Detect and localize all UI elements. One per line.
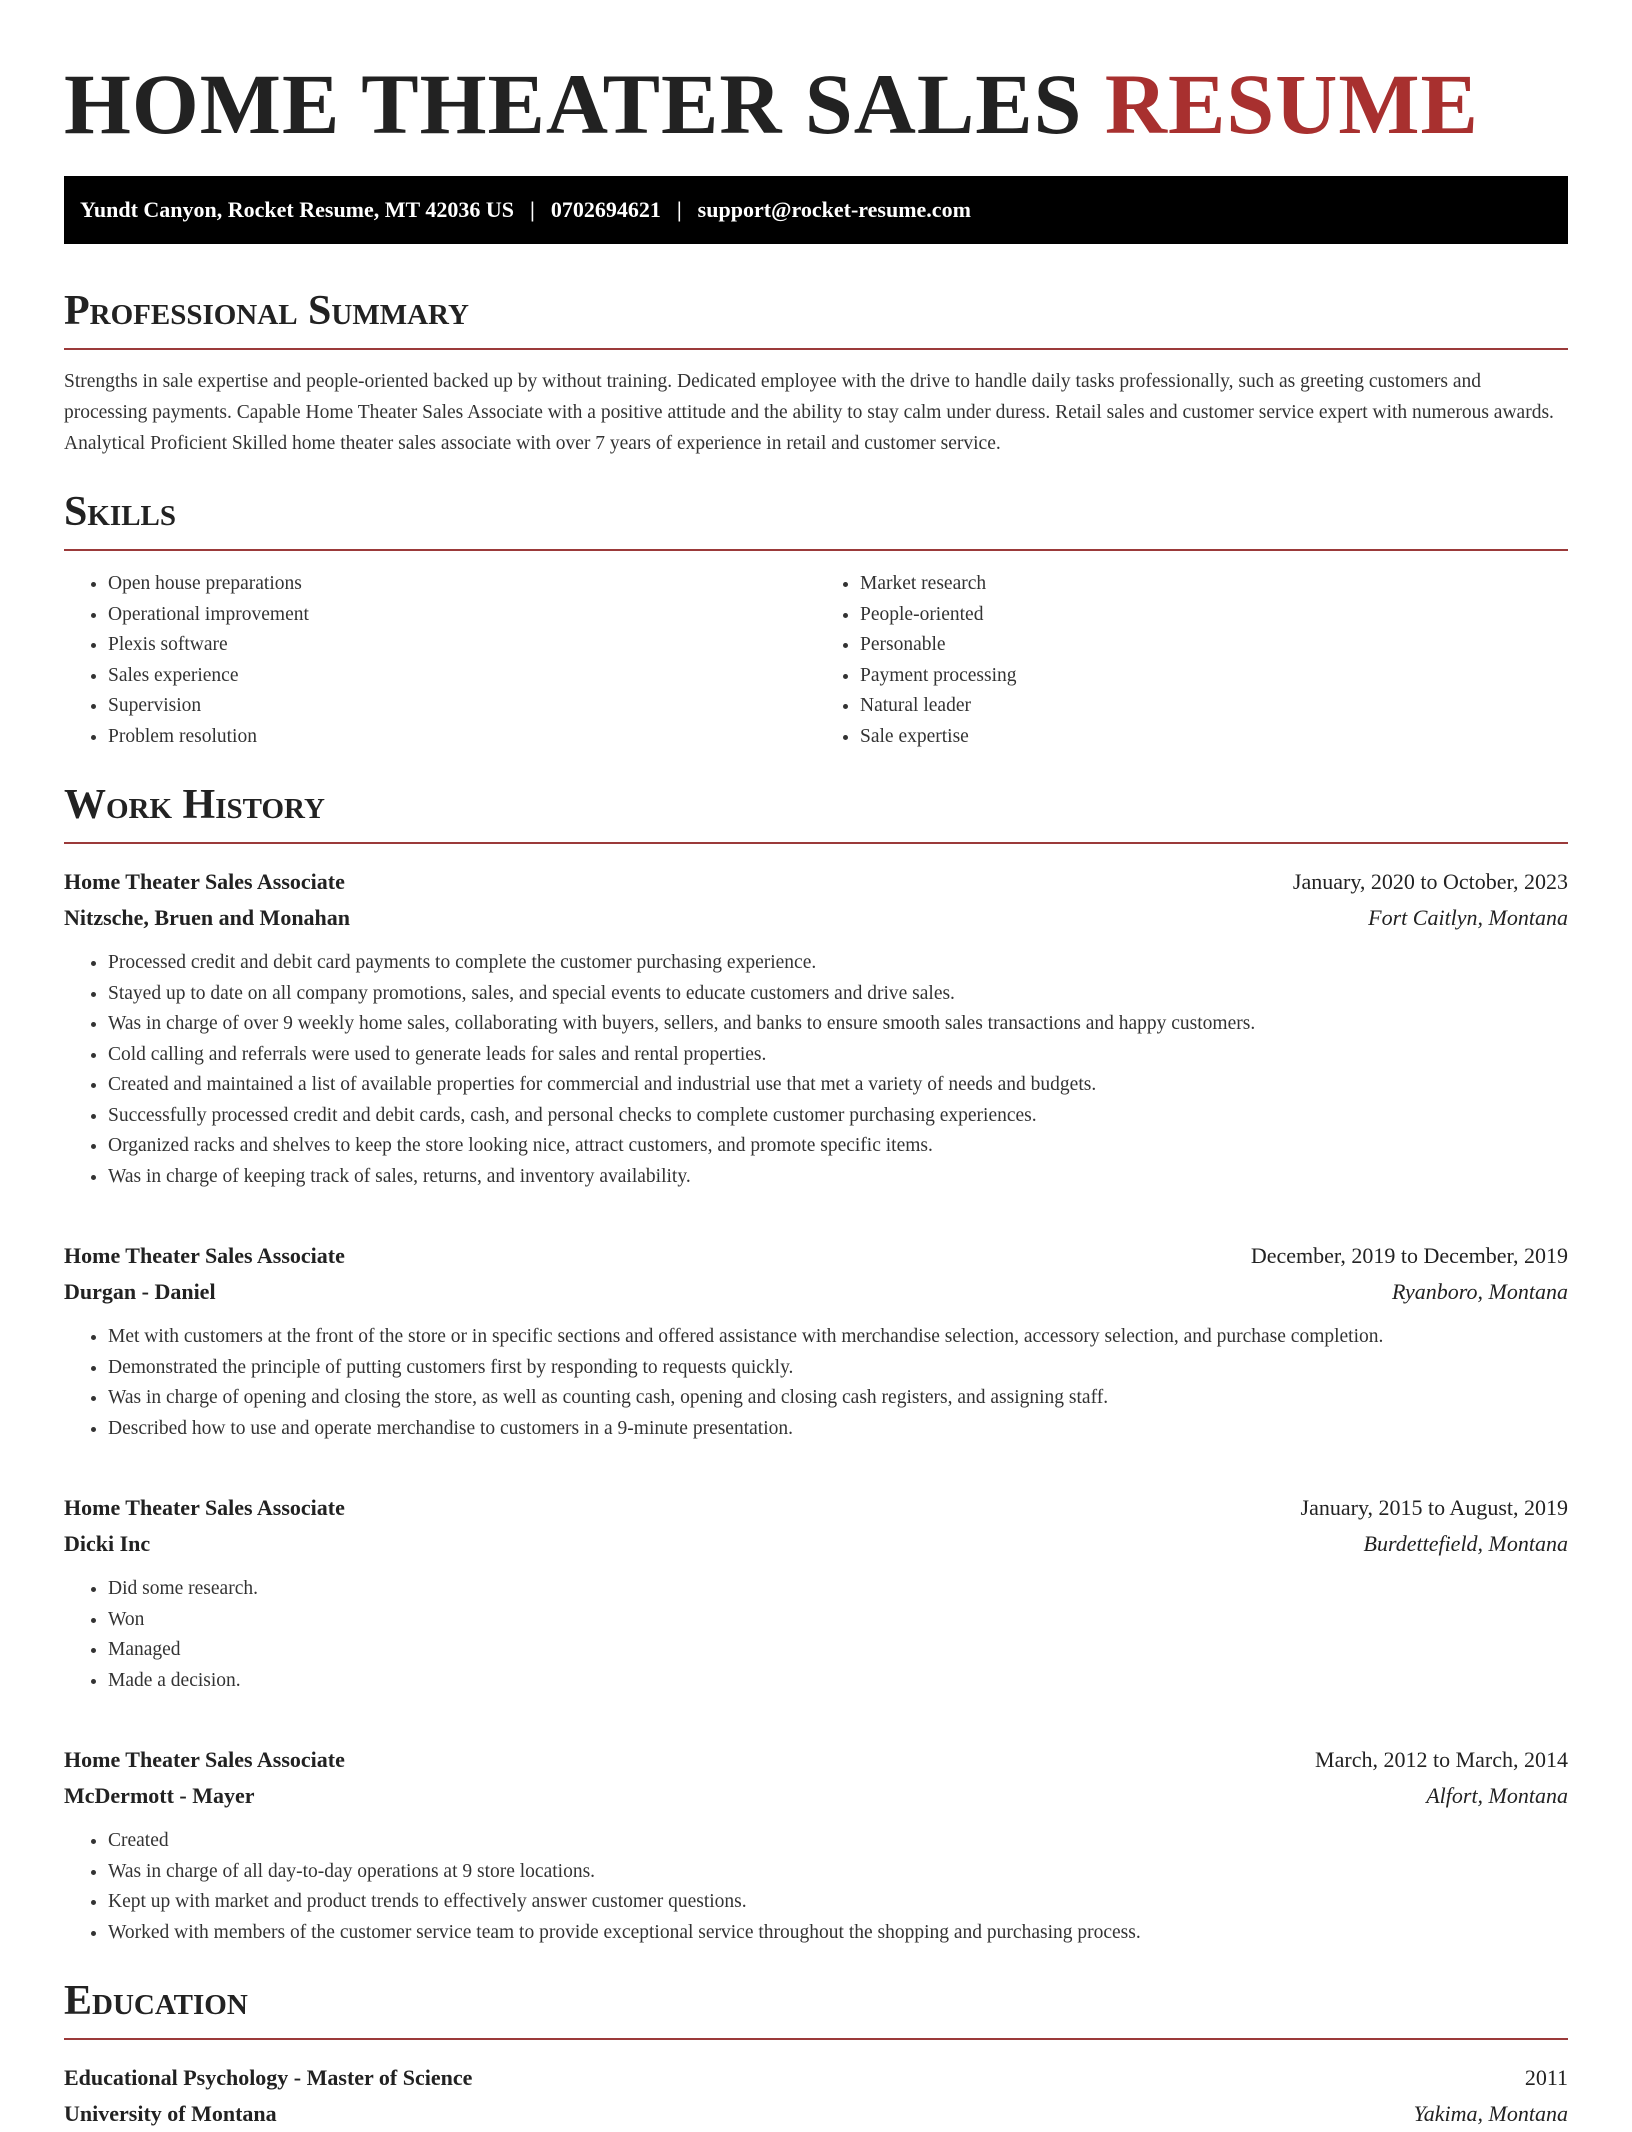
job-bullet: • Worked with members of the customer service team to provide exceptional service throughout the shopping and purchasing process.	[108, 1918, 1568, 1949]
job-bullet: • Was in charge of opening and closing the store, as well as counting cash, opening and closing cash registers, and assigning staff.	[108, 1383, 1568, 1414]
contact-address: Yundt Canyon, Rocket Resume, MT 42036 US	[80, 197, 514, 222]
job-bullet: • Created and maintained a list of available properties for commercial and industrial use that met a variety of needs and budgets.	[108, 1070, 1568, 1101]
job-title: Home Theater Sales Associate	[64, 1495, 345, 1520]
skill-item: • Sale expertise	[860, 722, 1568, 753]
summary-text: Strengths in sale expertise and people-oriented backed up by without training. Dedicated employee with the drive to handle daily tasks professionally, such as greeting customers and processing payments. Capable Home Theater Sales Associate with a positive attitude and the ability to stay calm under duress. Retail sales and customer service expert with numerous awards. Analytical Proficient Skilled home theater sales associate with over 7 years of experience in retail and customer service.	[64, 371, 1554, 454]
job-dates: January, 2020 to October, 2023	[1292, 869, 1568, 894]
skills-heading: Skills	[64, 489, 1568, 551]
skill-item: • Plexis software	[108, 630, 816, 661]
education-heading: Education	[64, 1978, 1568, 2040]
education-entry	[64, 2060, 1568, 2132]
skill-item: • Operational improvement	[108, 600, 816, 631]
job-company: Dicki Inc	[64, 1531, 151, 1556]
job-entry	[64, 1238, 1568, 1444]
job-bullet: • Created	[108, 1826, 1568, 1857]
work-history-section	[64, 782, 1568, 1948]
education-degree: Educational Psychology - Master of Science	[64, 2065, 473, 2090]
job-bullets	[64, 948, 1568, 1192]
education-section	[64, 1978, 1568, 2132]
skill-item: • Payment processing	[860, 661, 1568, 692]
job-company: Nitzsche, Bruen and Monahan	[64, 905, 351, 930]
contact-separator: |	[676, 197, 682, 222]
skills-list-right	[816, 569, 1568, 752]
job-location: Ryanboro, Montana	[1392, 1279, 1568, 1304]
title-main: HOME THEATER SALES	[64, 56, 1083, 152]
job-company: Durgan - Daniel	[64, 1279, 216, 1304]
skills-list-left	[64, 569, 816, 752]
job-location: Fort Caitlyn, Montana	[1368, 905, 1568, 930]
job-dates: December, 2019 to December, 2019	[1250, 1243, 1568, 1268]
job-entry	[64, 1742, 1568, 1948]
contact-bar	[64, 176, 1568, 244]
skill-item: • Market research	[860, 569, 1568, 600]
skill-item: • Open house preparations	[108, 569, 816, 600]
job-dates: March, 2012 to March, 2014	[1315, 1747, 1568, 1772]
job-bullet: • Was in charge of all day-to-day operations at 9 store locations.	[108, 1857, 1568, 1888]
job-dates: January, 2015 to August, 2019	[1300, 1495, 1568, 1520]
job-bullet: • Did some research.	[108, 1574, 1568, 1605]
job-bullet: • Was in charge of over 9 weekly home sales, collaborating with buyers, sellers, and banks to ensure smooth sales transactions and happy customers.	[108, 1009, 1568, 1040]
job-title: Home Theater Sales Associate	[64, 1747, 345, 1772]
job-bullet: • Kept up with market and product trends to effectively answer customer questions.	[108, 1887, 1568, 1918]
skill-item: • Supervision	[108, 691, 816, 722]
job-title: Home Theater Sales Associate	[64, 1243, 345, 1268]
summary-section	[64, 288, 1568, 459]
job-location: Burdettefield, Montana	[1363, 1531, 1568, 1556]
contact-email[interactable]: support@rocket-resume.com	[697, 197, 971, 222]
job-entry	[64, 1490, 1568, 1696]
work-history-heading: Work History	[64, 782, 1568, 844]
skill-item: • People-oriented	[860, 600, 1568, 631]
title-accent: RESUME	[1104, 56, 1479, 152]
contact-separator: |	[529, 197, 535, 222]
job-bullet: • Made a decision.	[108, 1666, 1568, 1697]
contact-phone: 0702694621	[550, 197, 661, 222]
education-location: Yakima, Montana	[1413, 2101, 1568, 2126]
job-company: McDermott - Mayer	[64, 1783, 255, 1808]
job-bullets	[64, 1574, 1568, 1696]
job-bullet: • Demonstrated the principle of putting customers first by responding to requests quickly.	[108, 1353, 1568, 1384]
job-location: Alfort, Montana	[1426, 1783, 1568, 1808]
skill-item: • Natural leader	[860, 691, 1568, 722]
job-bullet: • Was in charge of keeping track of sales, returns, and inventory availability.	[108, 1162, 1568, 1193]
job-bullet: • Organized racks and shelves to keep the store looking nice, attract customers, and promote specific items.	[108, 1131, 1568, 1162]
job-bullet: • Cold calling and referrals were used to generate leads for sales and rental properties.	[108, 1040, 1568, 1071]
job-bullet: • Processed credit and debit card payments to complete the customer purchasing experience.	[108, 948, 1568, 979]
skills-section	[64, 489, 1568, 752]
job-bullet: • Won	[108, 1605, 1568, 1636]
job-title: Home Theater Sales Associate	[64, 869, 345, 894]
skill-item: • Sales experience	[108, 661, 816, 692]
summary-heading: Professional Summary	[64, 288, 1568, 350]
job-bullet: • Managed	[108, 1635, 1568, 1666]
job-bullet: • Described how to use and operate merchandise to customers in a 9-minute presentation.	[108, 1414, 1568, 1445]
job-bullet: • Stayed up to date on all company promotions, sales, and special events to educate customers and drive sales.	[108, 979, 1568, 1010]
job-bullet: • Successfully processed credit and debit cards, cash, and personal checks to complete customer purchasing experiences.	[108, 1101, 1568, 1132]
skills-columns	[64, 569, 1568, 752]
job-bullet: • Met with customers at the front of the store or in specific sections and offered assistance with merchandise selection, accessory selection, and purchase completion.	[108, 1322, 1568, 1353]
job-bullets	[64, 1826, 1568, 1948]
skill-item: • Problem resolution	[108, 722, 816, 753]
skill-item: • Personable	[860, 630, 1568, 661]
job-entry	[64, 864, 1568, 1192]
education-school: University of Montana	[64, 2101, 277, 2126]
job-bullets	[64, 1322, 1568, 1444]
education-year: 2011	[1524, 2065, 1568, 2090]
resume-title	[64, 56, 1568, 152]
